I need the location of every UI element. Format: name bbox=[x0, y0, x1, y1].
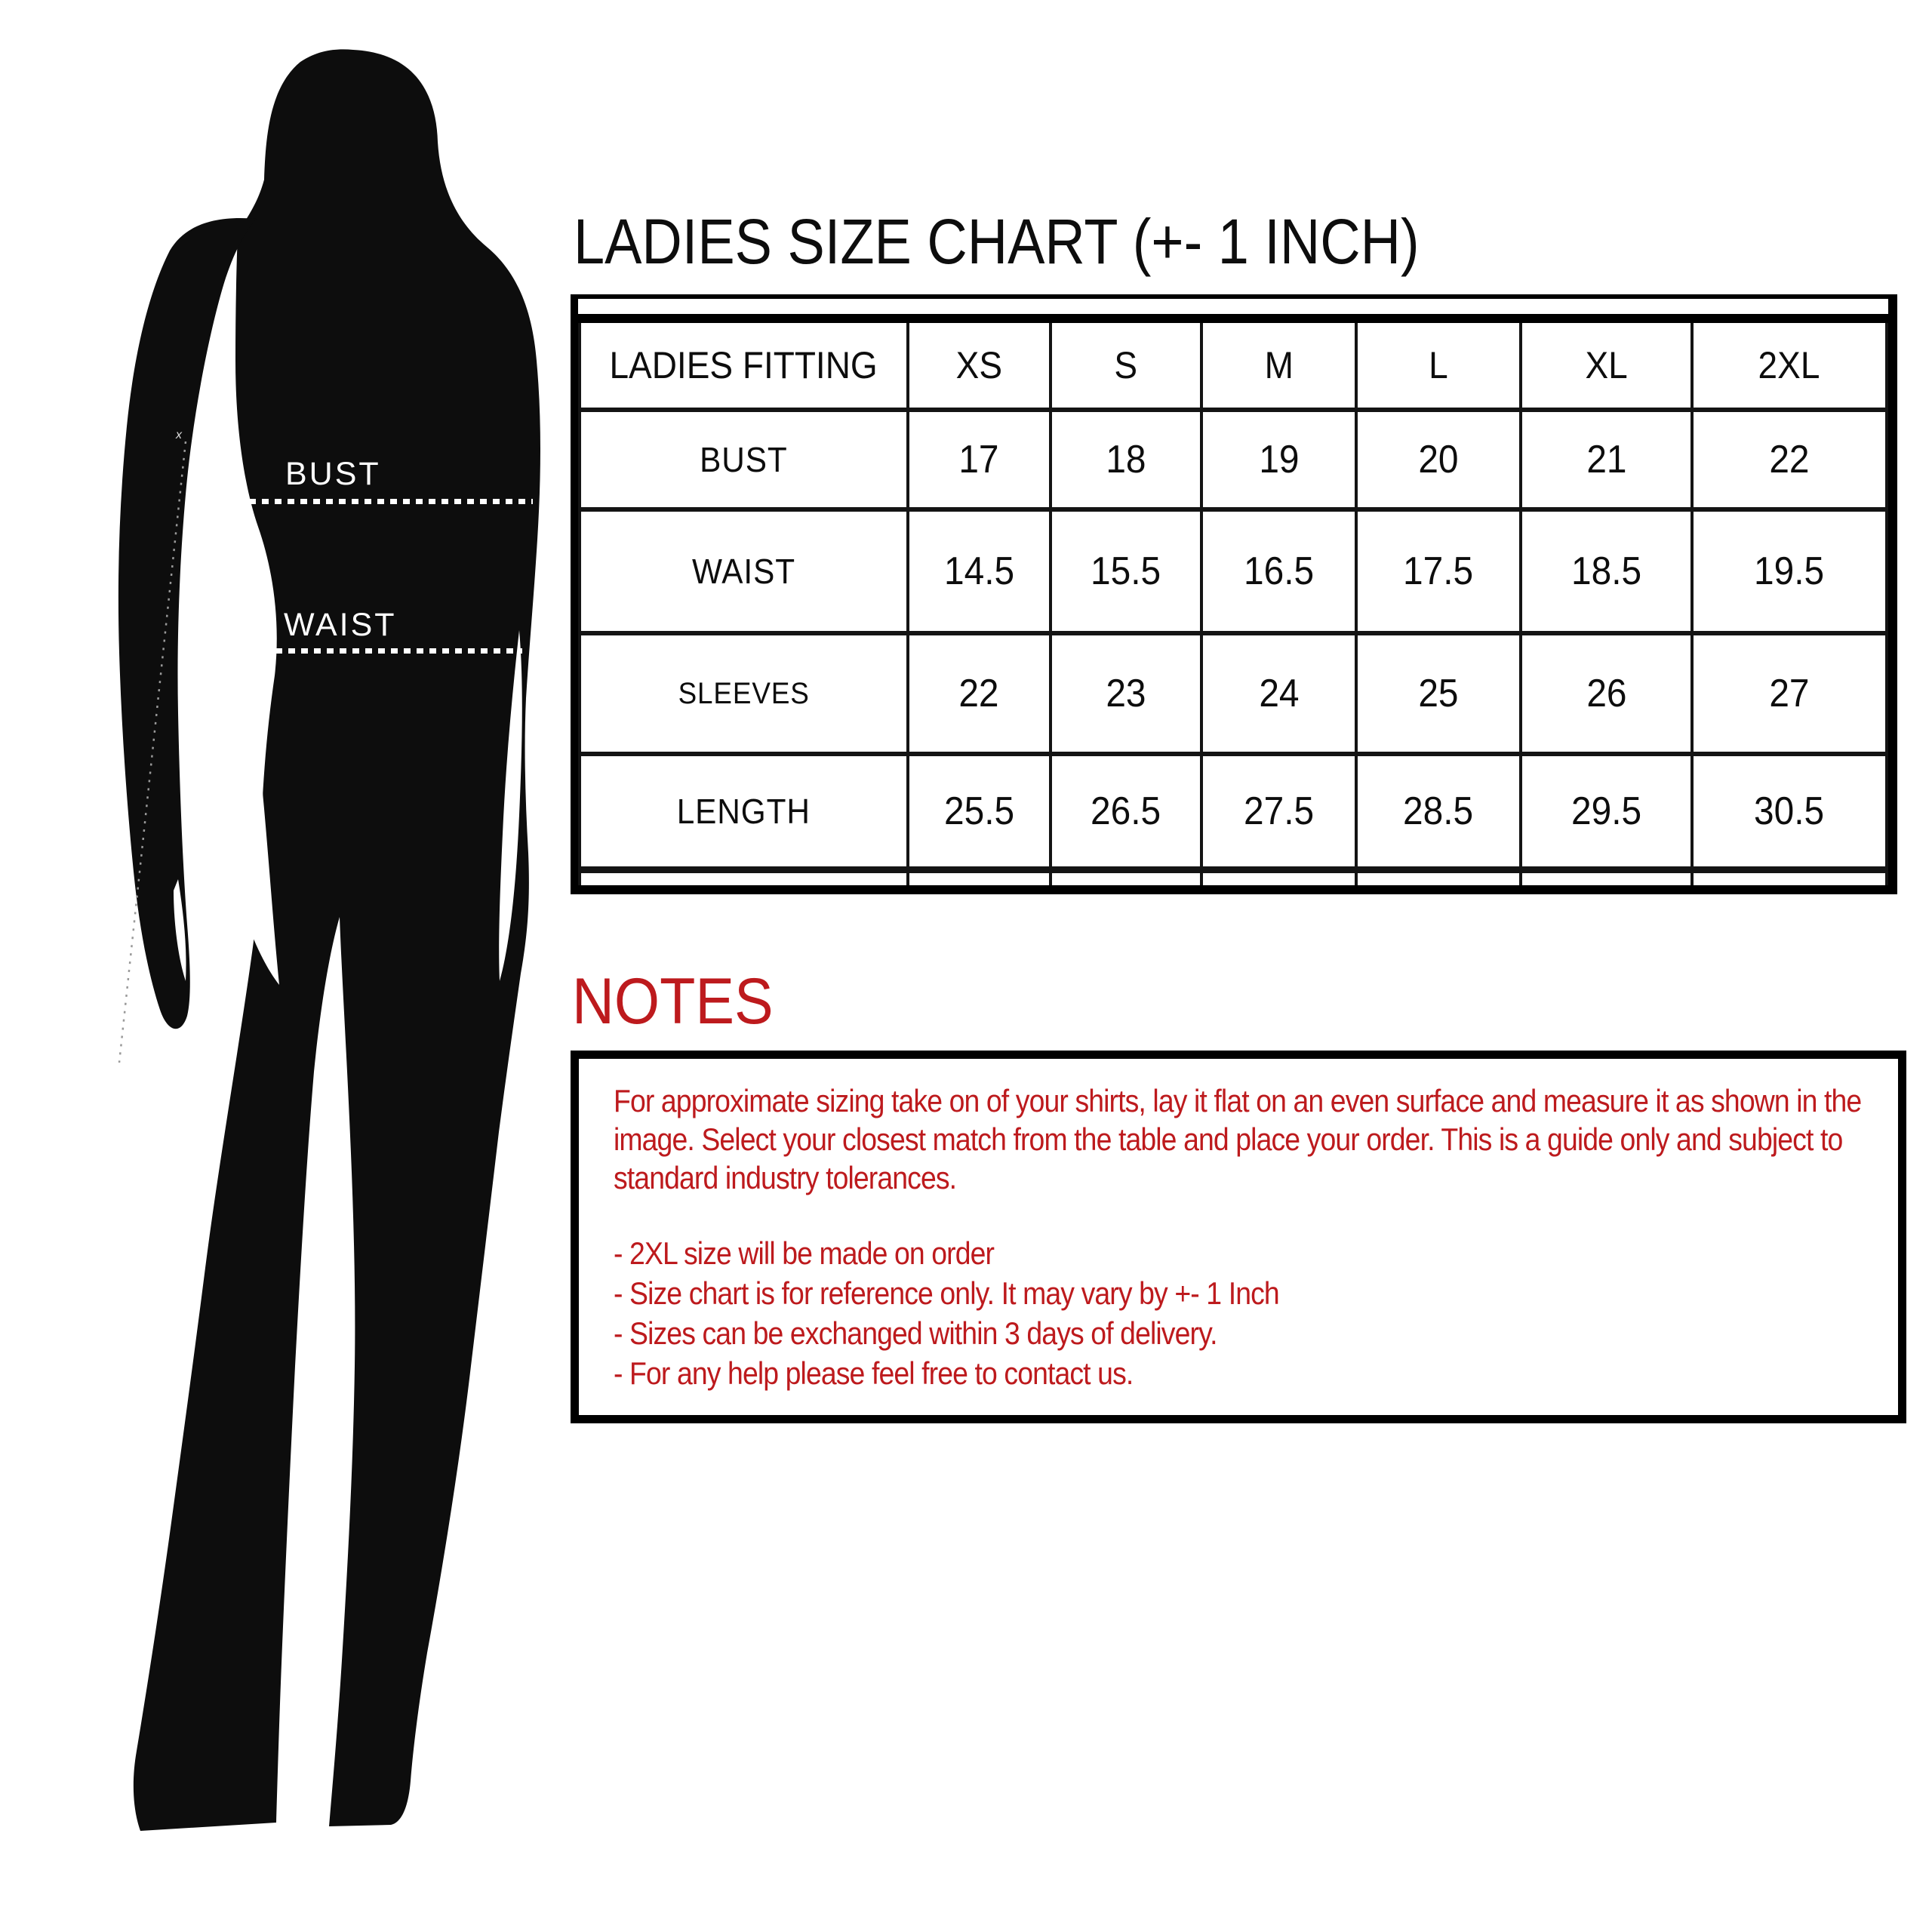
col-header-xs: XS bbox=[908, 318, 1051, 410]
sleeves-letter: l bbox=[205, 385, 214, 418]
cell-sleeves-2xl: 27 bbox=[1692, 633, 1887, 754]
sleeves-letter: e bbox=[194, 458, 212, 491]
sleeves-letter: e bbox=[184, 529, 202, 562]
col-header-m: M bbox=[1201, 318, 1355, 410]
col-header-s: S bbox=[1051, 318, 1202, 410]
page-title: LADIES SIZE CHART (+- 1 INCH) bbox=[574, 206, 1420, 277]
row-label-length: LENGTH bbox=[580, 754, 908, 870]
ladies-size-table bbox=[578, 314, 1888, 885]
sleeves-letter: s bbox=[180, 562, 195, 595]
row-label-waist: WAIST bbox=[580, 509, 908, 633]
row-label-sleeves: SLEEVES bbox=[580, 633, 908, 754]
cell-length-s: 26.5 bbox=[1051, 754, 1202, 870]
notes-bullet: - Sizes can be exchanged within 3 days of delivery. bbox=[614, 1315, 1217, 1352]
cell-waist-m: 16.5 bbox=[1201, 509, 1355, 633]
table-bottom-double-border-gap bbox=[580, 870, 1887, 886]
cell-sleeves-s: 23 bbox=[1051, 633, 1202, 754]
table-header-row bbox=[580, 318, 1887, 410]
cell-bust-xs: 17 bbox=[908, 410, 1051, 509]
sleeve-guide-x-mark: x bbox=[176, 429, 182, 441]
cell-length-2xl: 30.5 bbox=[1692, 754, 1887, 870]
col-header-l: L bbox=[1356, 318, 1521, 410]
notes-box bbox=[571, 1051, 1906, 1423]
waist-dotted-measure-line bbox=[237, 648, 522, 654]
notes-paragraph: For approximate sizing take on of your shirts, lay it flat on an even surface and measure it as shown in the image. Select your closest match from the table and place your order. This is a guide only and subject to standard industry tolerances. bbox=[614, 1083, 1862, 1196]
cell-length-xs: 25.5 bbox=[908, 754, 1051, 870]
cell-length-xl: 29.5 bbox=[1521, 754, 1692, 870]
sleeves-letter: e bbox=[198, 422, 217, 455]
cell-length-l: 28.5 bbox=[1356, 754, 1521, 870]
table-top-double-border-gap bbox=[578, 299, 1888, 314]
cell-waist-2xl: 19.5 bbox=[1692, 509, 1887, 633]
cell-waist-xl: 18.5 bbox=[1521, 509, 1692, 633]
table-row-waist bbox=[580, 509, 1887, 633]
cell-waist-s: 15.5 bbox=[1051, 509, 1202, 633]
notes-bullet: - 2XL size will be made on order bbox=[614, 1235, 995, 1271]
sleeves-letter: S bbox=[205, 349, 224, 383]
size-table-frame bbox=[571, 294, 1897, 894]
cell-sleeves-xl: 26 bbox=[1521, 633, 1692, 754]
notes-content bbox=[614, 1081, 1863, 1393]
cell-length-m: 27.5 bbox=[1201, 754, 1355, 870]
cell-waist-xs: 14.5 bbox=[908, 509, 1051, 633]
sleeves-letter: v bbox=[189, 494, 207, 528]
bust-dotted-measure-line bbox=[223, 499, 533, 504]
notes-bullet: - For any help please feel free to contact us. bbox=[614, 1355, 1134, 1392]
cell-bust-s: 18 bbox=[1051, 410, 1202, 509]
cell-sleeves-l: 25 bbox=[1356, 633, 1521, 754]
row-label-bust: BUST bbox=[580, 410, 908, 509]
cell-waist-l: 17.5 bbox=[1356, 509, 1521, 633]
table-row-sleeves bbox=[580, 633, 1887, 754]
notes-heading: NOTES bbox=[572, 965, 774, 1038]
notes-bullet: - Size chart is for reference only. It may vary by +- 1 Inch bbox=[614, 1275, 1279, 1311]
notes-bullet-list bbox=[614, 1234, 1863, 1393]
cell-bust-l: 20 bbox=[1356, 410, 1521, 509]
cell-bust-m: 19 bbox=[1201, 410, 1355, 509]
cell-bust-xl: 21 bbox=[1521, 410, 1692, 509]
bust-label: BUST bbox=[285, 456, 381, 492]
cell-sleeves-xs: 22 bbox=[908, 633, 1051, 754]
waist-label: WAIST bbox=[284, 607, 397, 643]
col-header-fitting: LADIES FITTING bbox=[580, 318, 908, 410]
cell-bust-2xl: 22 bbox=[1692, 410, 1887, 509]
table-row-bust bbox=[580, 410, 1887, 509]
col-header-xl: XL bbox=[1521, 318, 1692, 410]
col-header-2xl: 2XL bbox=[1692, 318, 1887, 410]
table-row-length bbox=[580, 754, 1887, 870]
cell-sleeves-m: 24 bbox=[1201, 633, 1355, 754]
